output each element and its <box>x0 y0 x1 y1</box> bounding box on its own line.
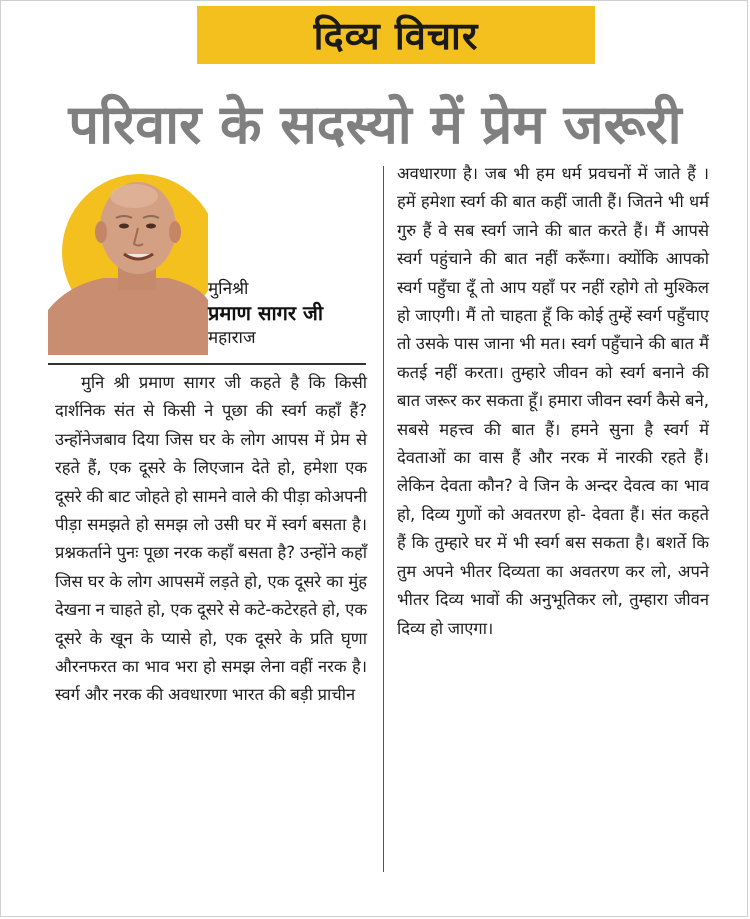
article-right-column: अवधारणा है। जब भी हम धर्म प्रवचनों में जाते हैं । हमें हमेशा स्वर्ग की बात कहीं जाती हैं। जितने भी धर्म गुरु हैं वे सब स्वर्ग जाने की बात करते हैं। मैं आपसे स्वर्ग पहुंचाने की बात नहीं करूँगा। क्योंकि आपको स्वर्ग पहुँचा दूँ तो आप यहाँ पर नहीं रहोगे तो मुश्किल हो जाएगी। मैं तो चाहता हूँ कि कोई तुम्हें स्वर्ग पहुँचाए तो उसके पास जाना भी मत। स्वर्ग पहुँचाने की बात मैं कतई नहीं करता। तुम्हारे जीवन को स्वर्ग बनाने की बात जरूर कर सकता हूँ। हमारा जीवन स्वर्ग कैसे बने, सबसे महत्त्व की बात हैं। हमने सुना है स्वर्ग में देवताओं का वास हैं और नरक में नारकी रहते हैं। लेकिन देवता कौन? वे जिन के अन्दर देवत्व का भाव हो, दिव्य गुणों को अवतरण हो- देवता हैं। संत कहते हैं कि तुम्हारे घर में भी स्वर्ग बस सकता है। बशर्ते कि तुम अपने भीतर दिव्यता का अवतरण कर लो, अपने भीतर दिव्य भावों की अनुभूतिकर लो, तुम्हारा जीवन दिव्य हो जाएगा। <box>397 164 709 638</box>
author-title: मुनिश्री <box>208 279 249 299</box>
author-suffix: महाराज <box>208 328 256 348</box>
headline <box>20 82 730 162</box>
author-name: प्रमाण सागर जी <box>208 301 324 325</box>
section-banner-title: दिव्य विचार <box>313 14 479 58</box>
headline-title: परिवार के सदस्यो में प्रेम जरूरी <box>68 93 682 156</box>
author-portrait-image <box>48 160 208 355</box>
author-credit <box>208 278 373 350</box>
author-divider <box>48 363 366 365</box>
author-portrait <box>48 160 208 355</box>
article-left-column: मुनि श्री प्रमाण सागर जी कहते है कि किसी दार्शनिक संत से किसी ने पूछा की स्वर्ग कहाँ हैं? उन्होंनेजबाव दिया जिस घर के लोग आपस में प्रेम से रहते हैं, एक दूसरे के लिएजान देते हो, हमेशा एक दूसरे की बाट जोहते हो सामने वाले की पीड़ा कोअपनी पीड़ा समझते हो समझ लो उसी घर में स्वर्ग बसता है। प्रश्नकर्ताने पुनः पूछा नरक कहाँ बसता है? उन्होंने कहाँ जिस घर के लोग आपसमें लड़ते हो, एक दूसरे का मुंह देखना न चाहते हो, एक दूसरे से कटे-कटेरहते हो, एक दूसरे के खून के प्यासे हो, एक दूसरे के प्रति घृणा औरनफरत का भाव भरा हो समझ लेना वहीं नरक है। स्वर्ग और नरक की अवधारणा भारत की बड़ी प्राचीन <box>55 373 367 705</box>
section-banner <box>197 6 595 64</box>
column-divider <box>383 166 384 872</box>
